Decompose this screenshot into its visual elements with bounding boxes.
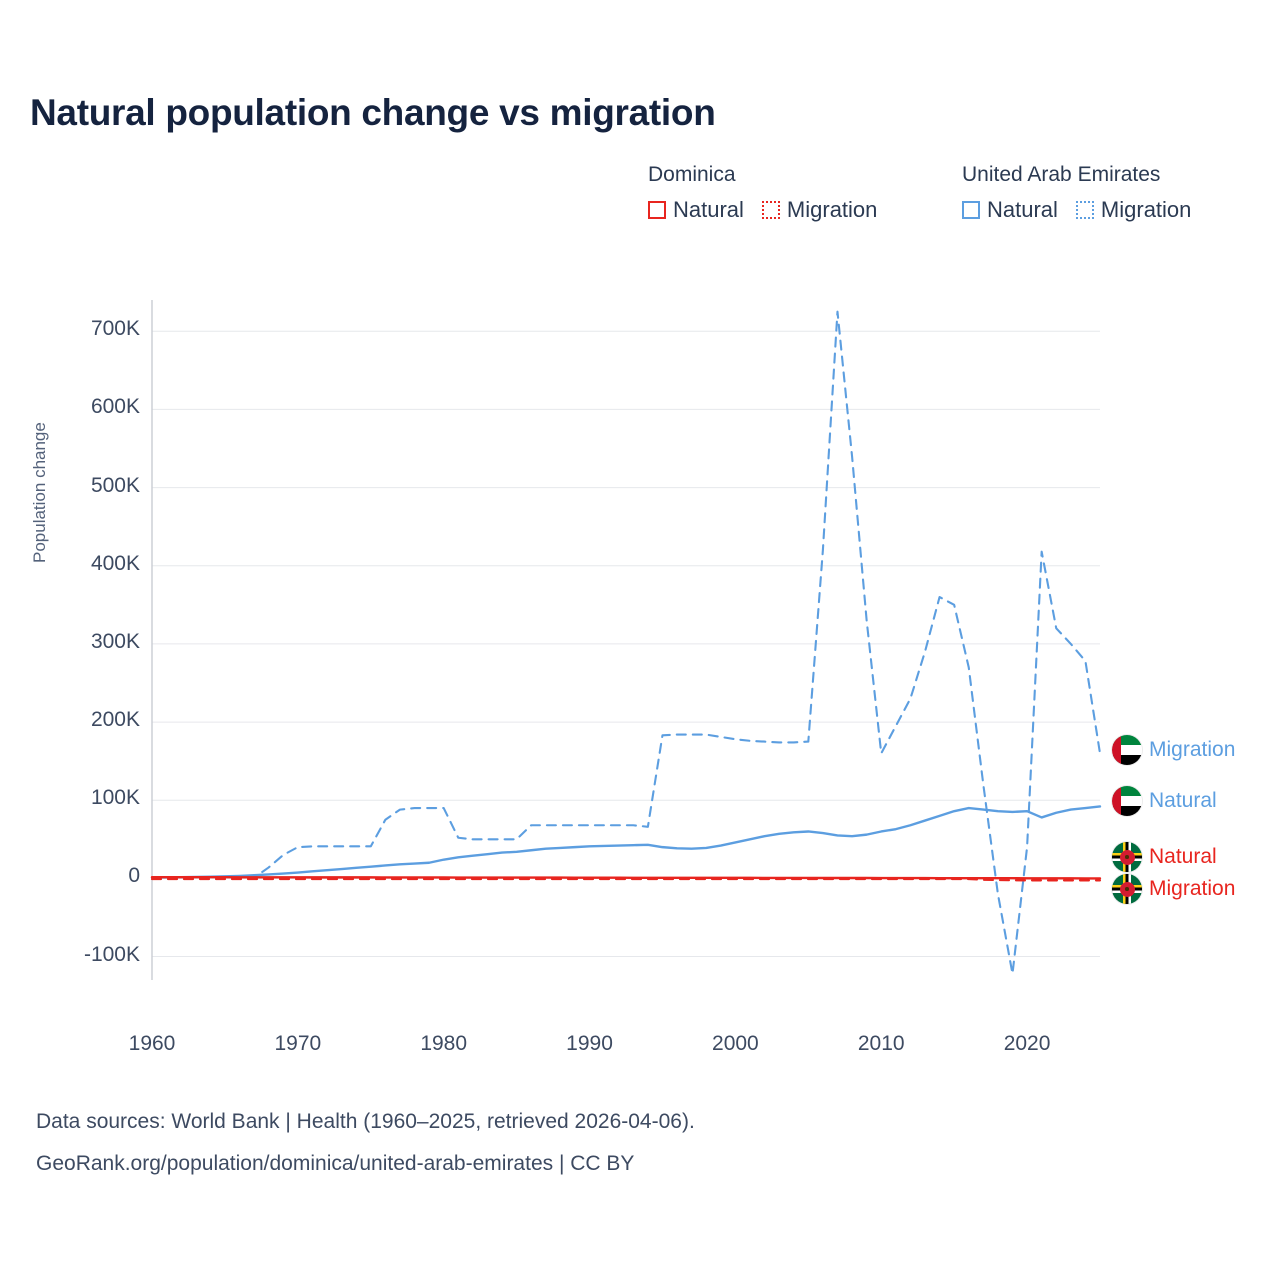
series-end-label [1112, 786, 1217, 816]
flag-dominica-icon [1112, 842, 1142, 872]
x-tick-label: 2020 [1003, 1032, 1051, 1055]
legend-group-title: United Arab Emirates [962, 163, 1161, 186]
y-tick-label: -100K [83, 942, 140, 966]
flag-uae-icon [1112, 786, 1142, 816]
y-tick-label: 100K [90, 786, 140, 810]
legend-item-label: Natural [987, 197, 1058, 222]
series-line [152, 312, 1100, 974]
y-tick-label: 300K [90, 629, 140, 653]
series-line [152, 879, 1100, 880]
y-tick-label: 0 [128, 864, 140, 888]
flag-dominica-icon [1112, 874, 1142, 904]
x-tick-label: 1980 [420, 1032, 468, 1055]
footer-data-sources: Data sources: World Bank | Health (1960–2025, retrieved 2026-04-06). [36, 1110, 695, 1133]
y-tick-label: 600K [90, 395, 140, 419]
flag-uae-icon [1112, 735, 1142, 765]
x-tick-label: 1990 [566, 1032, 613, 1055]
legend-item-label: Natural [673, 197, 744, 222]
legend-item-label: Migration [1100, 197, 1192, 222]
series-end-label-text: Migration [1149, 738, 1236, 761]
legend-item-label: Migration [786, 197, 878, 222]
page-title: Natural population change vs migration [30, 92, 716, 133]
y-tick-label: 700K [90, 317, 140, 341]
y-axis-label: Population change [30, 422, 49, 563]
y-tick-label: 500K [90, 473, 140, 497]
y-tick-label: 200K [90, 708, 140, 732]
series-end-label [1112, 735, 1235, 765]
series-end-label [1112, 874, 1235, 904]
x-tick-label: 2010 [857, 1032, 905, 1055]
x-tick-label: 2000 [712, 1032, 759, 1055]
series-end-label [1112, 842, 1217, 872]
x-tick-label: 1960 [128, 1032, 176, 1055]
footer-attribution: GeoRank.org/population/dominica/united-arab-emirates | CC BY [36, 1152, 635, 1175]
series-line [152, 806, 1100, 877]
series-end-label-text: Migration [1149, 877, 1236, 900]
y-tick-label: 400K [90, 551, 140, 575]
series-end-label-text: Natural [1149, 789, 1217, 812]
x-tick-label: 1970 [274, 1032, 322, 1055]
series-end-label-text: Natural [1149, 845, 1217, 868]
legend-group-title: Dominica [648, 163, 736, 186]
